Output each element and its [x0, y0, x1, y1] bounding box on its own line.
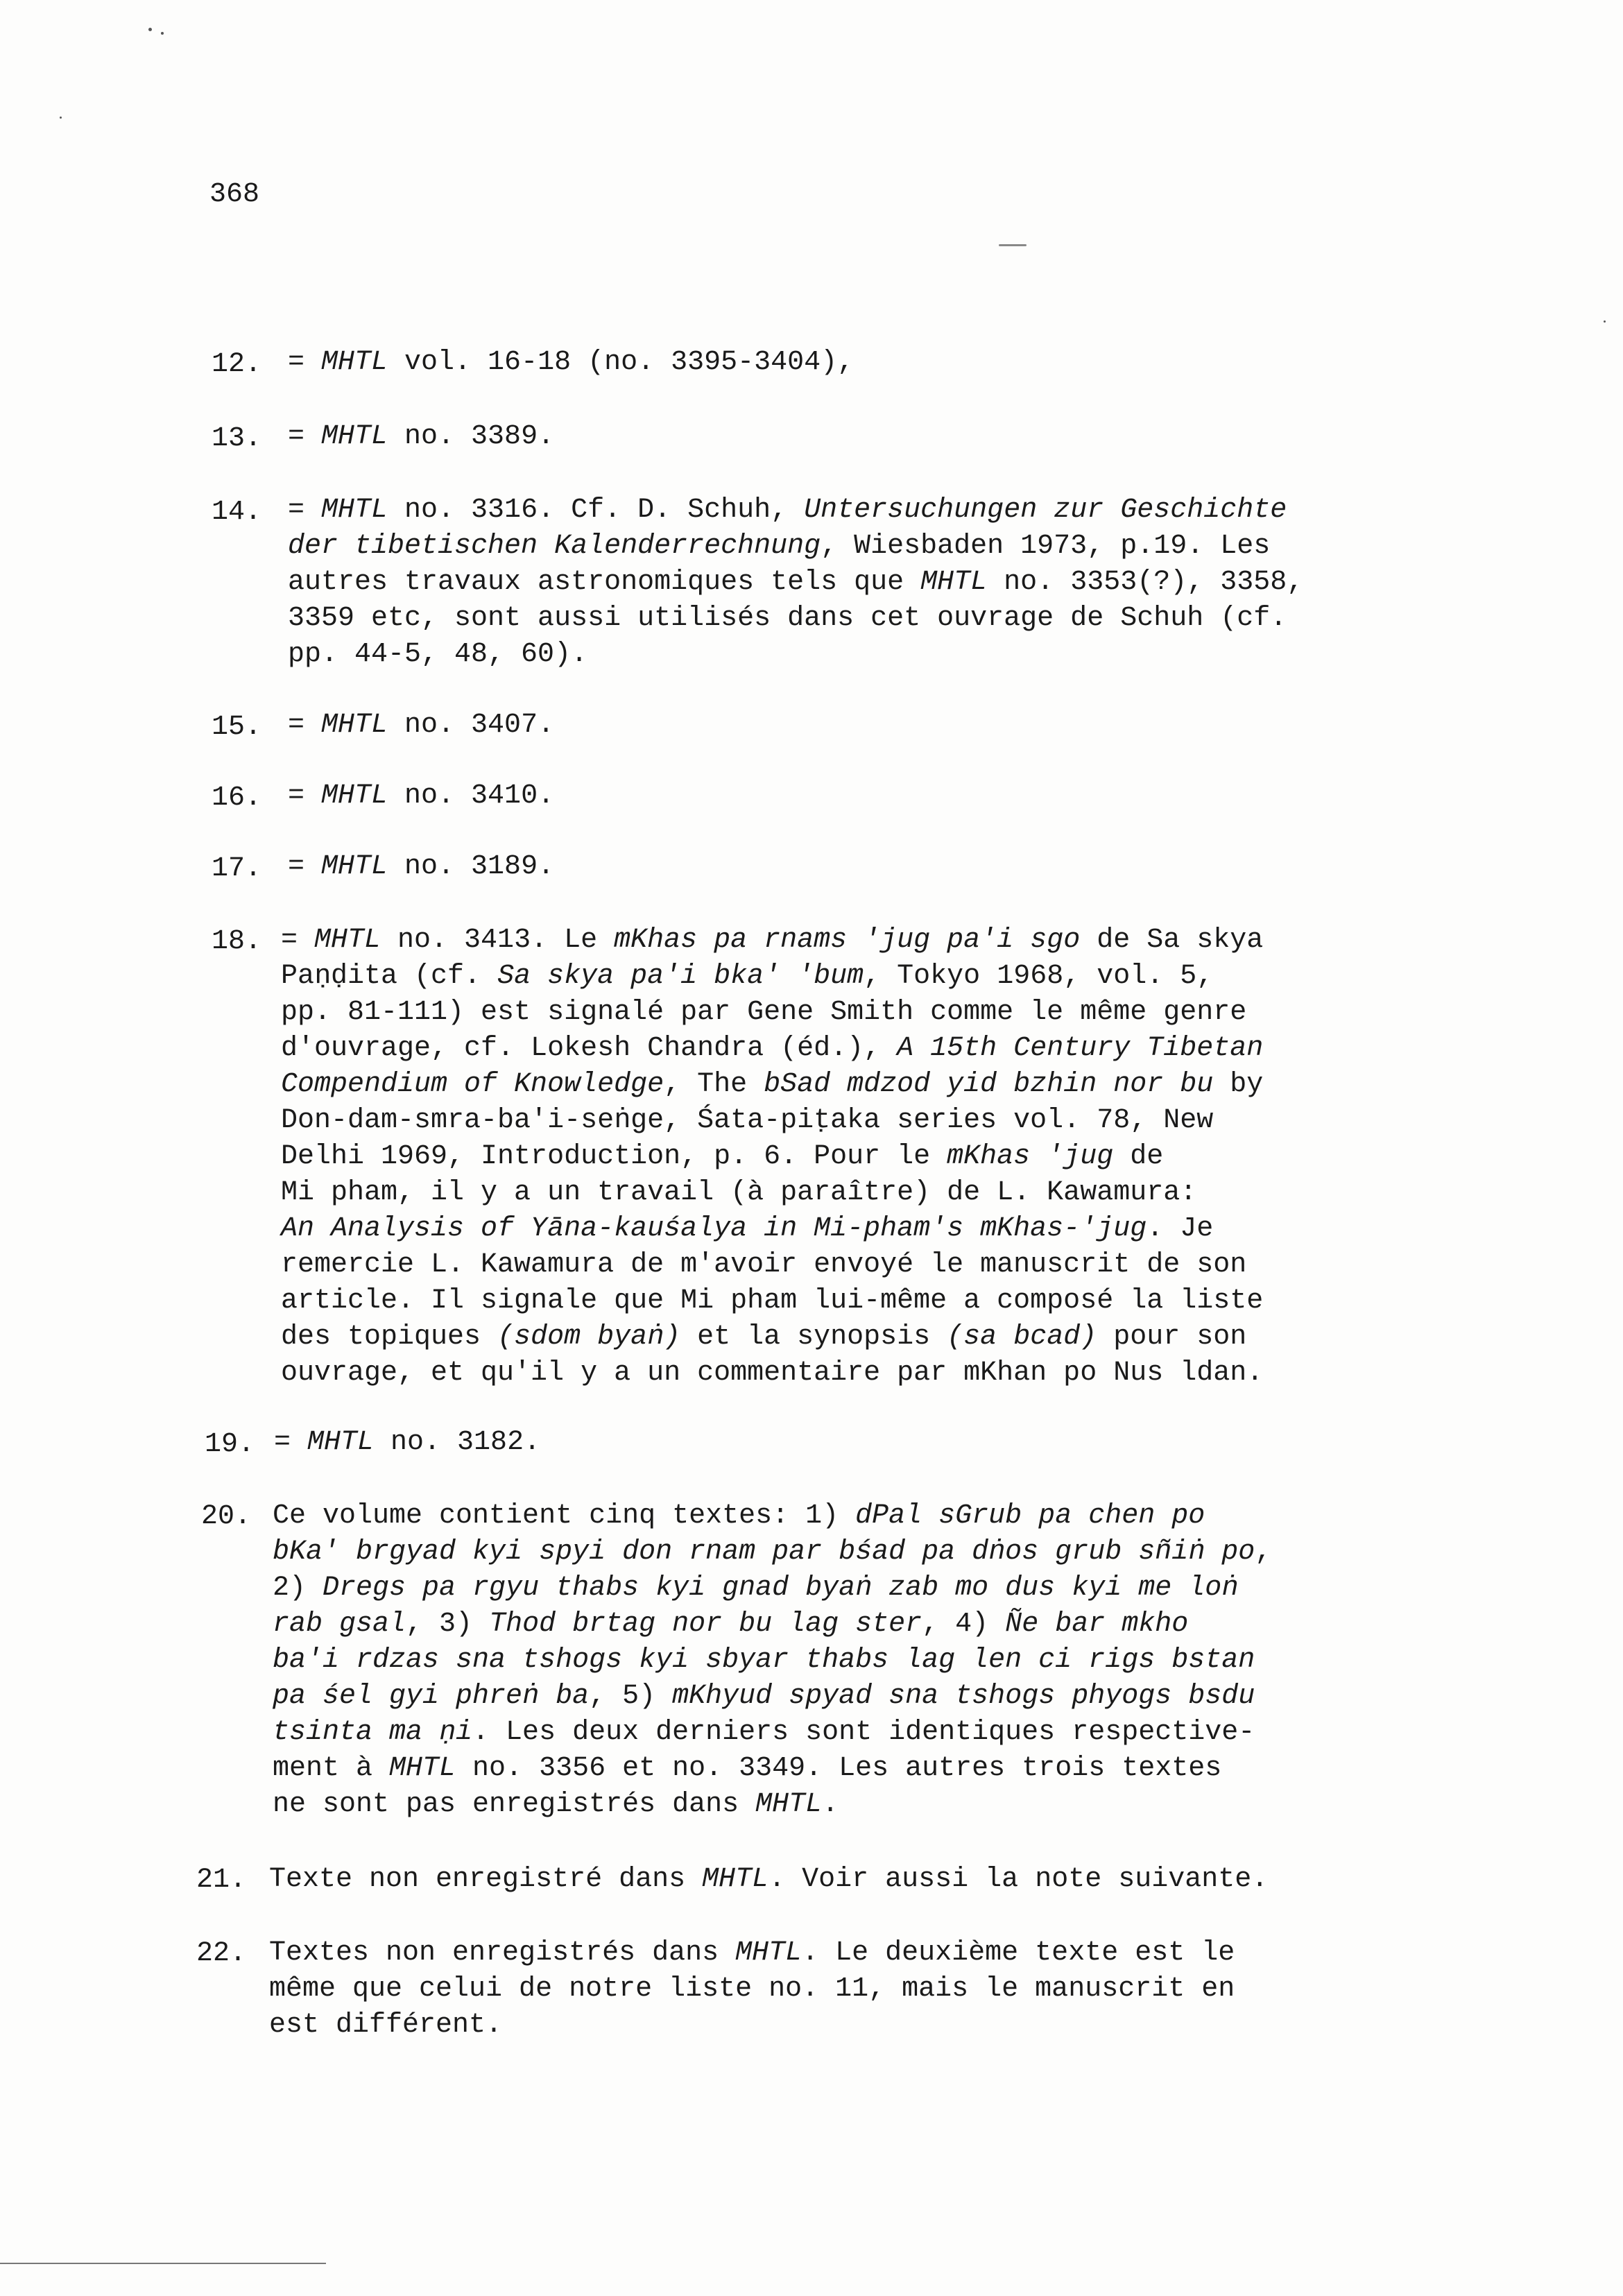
footnote-line: ment à MHTL no. 3356 et no. 3349. Les autres trois textes: [273, 1753, 1222, 1784]
footnote-line: pa śel gyi phreṅ ba, 5) mKhyud spyad sna tshogs phyogs bsdu: [273, 1681, 1255, 1712]
footnote-line: Paṇḍita (cf. Sa skya pa'i bka' 'bum, Tokyo 1968, vol. 5,: [281, 961, 1214, 992]
footnote-line: tsinta ma ṇi. Les deux derniers sont identiques respective-: [273, 1717, 1255, 1748]
footnote-line: Textes non enregistrés dans MHTL. Le deuxième texte est le: [269, 1937, 1235, 1969]
footnote-line: ouvrage, et qu'il y a un commentaire par mKhan po Nus ldan.: [281, 1357, 1264, 1389]
footnote-line: remercie L. Kawamura de m'avoir envoyé le manuscrit de son: [281, 1249, 1247, 1280]
footnote-line: autres travaux astronomiques tels que MHTL no. 3353(?), 3358,: [288, 567, 1304, 598]
scan-speck: [60, 117, 62, 119]
scan-speck: [148, 28, 152, 31]
footnote-line: = MHTL no. 3407.: [288, 710, 555, 741]
footnote-line: Ce volume contient cinq textes: 1) dPal sGrub pa chen po: [273, 1500, 1205, 1532]
footnote-line: Delhi 1969, Introduction, p. 6. Pour le mKhas 'jug de: [281, 1141, 1164, 1172]
footnote-line: est différent.: [269, 2010, 503, 2041]
scan-speck: [999, 244, 1027, 246]
footnote-line: d'ouvrage, cf. Lokesh Chandra (éd.), A 15th Century Tibetan: [281, 1033, 1264, 1064]
footnote-line: des topiques (sdom byaṅ) et la synopsis (sa bcad) pour son: [281, 1321, 1247, 1353]
footnote-line: ba'i rdzas sna tshogs kyi sbyar thabs lag len ci rigs bstan: [273, 1645, 1255, 1676]
footnote-number: 15.: [212, 712, 262, 743]
footnote-line: rab gsal, 3) Thod brtag nor bu lag ster, 4) Ñe bar mkho: [273, 1609, 1189, 1640]
footnote-number: 18.: [212, 926, 262, 957]
footnote-line: An Analysis of Yāna-kauśalya in Mi-pham's mKhas-'jug. Je: [281, 1213, 1214, 1244]
footnote-line: = MHTL no. 3316. Cf. D. Schuh, Untersuchungen zur Geschichte: [288, 495, 1287, 526]
footnote-line: 3359 etc, sont aussi utilisés dans cet ouvrage de Schuh (cf.: [288, 603, 1287, 634]
footnote-number: 17.: [212, 853, 262, 884]
footnote-line: pp. 44-5, 48, 60).: [288, 639, 588, 670]
footnote-line: pp. 81-111) est signalé par Gene Smith comme le même genre: [281, 997, 1247, 1028]
footnote-number: 14.: [212, 497, 262, 528]
footnote-line: ne sont pas enregistrés dans MHTL.: [273, 1789, 839, 1820]
footnote-line: = MHTL no. 3389.: [288, 421, 555, 452]
footnote-line: = MHTL no. 3413. Le mKhas pa rnams 'jug pa'i sgo de Sa skya: [281, 925, 1264, 956]
footnote-number: 22.: [196, 1938, 247, 1969]
scan-speck: [1604, 320, 1606, 323]
footnote-number: 16.: [212, 782, 262, 814]
footnote-line: article. Il signale que Mi pham lui-même a composé la liste: [281, 1285, 1264, 1317]
footnote-line: = MHTL no. 3410.: [288, 780, 555, 812]
footnote-line: 2) Dregs pa rgyu thabs kyi gnad byaṅ zab mo dus kyi me loṅ: [273, 1573, 1239, 1604]
footnote-line: = MHTL no. 3189.: [288, 851, 555, 882]
scan-speck: [161, 32, 164, 35]
footnote-line: = MHTL vol. 16-18 (no. 3395-3404),: [288, 347, 855, 378]
footnote-number: 12.: [212, 349, 262, 380]
footnote-line: der tibetischen Kalenderrechnung, Wiesbaden 1973, p.19. Les: [288, 531, 1271, 562]
footnote-line: même que celui de notre liste no. 11, mais le manuscrit en: [269, 1973, 1235, 2005]
footnote-number: 19.: [205, 1429, 255, 1460]
footnote-line: Don-dam-smra-ba'i-seṅge, Śata-piṭaka series vol. 78, New: [281, 1105, 1214, 1136]
footnote-line: = MHTL no. 3182.: [274, 1427, 541, 1458]
footnote-number: 20.: [201, 1501, 252, 1532]
page-number: 368: [209, 179, 260, 210]
footnote-line: bKa' brgyad kyi spyi don rnam par bśad pa dṅos grub sñiṅ po,: [273, 1536, 1272, 1568]
footnote-line: Mi pham, il y a un travail (à paraître) de L. Kawamura:: [281, 1177, 1197, 1208]
footnote-line: Texte non enregistré dans MHTL. Voir aussi la note suivante.: [269, 1864, 1269, 1895]
footnote-line: Compendium of Knowledge, The bSad mdzod yid bzhin nor bu by: [281, 1069, 1264, 1100]
bottom-rule: [0, 2263, 326, 2264]
footnote-number: 13.: [212, 423, 262, 454]
footnote-number: 21.: [196, 1865, 247, 1896]
